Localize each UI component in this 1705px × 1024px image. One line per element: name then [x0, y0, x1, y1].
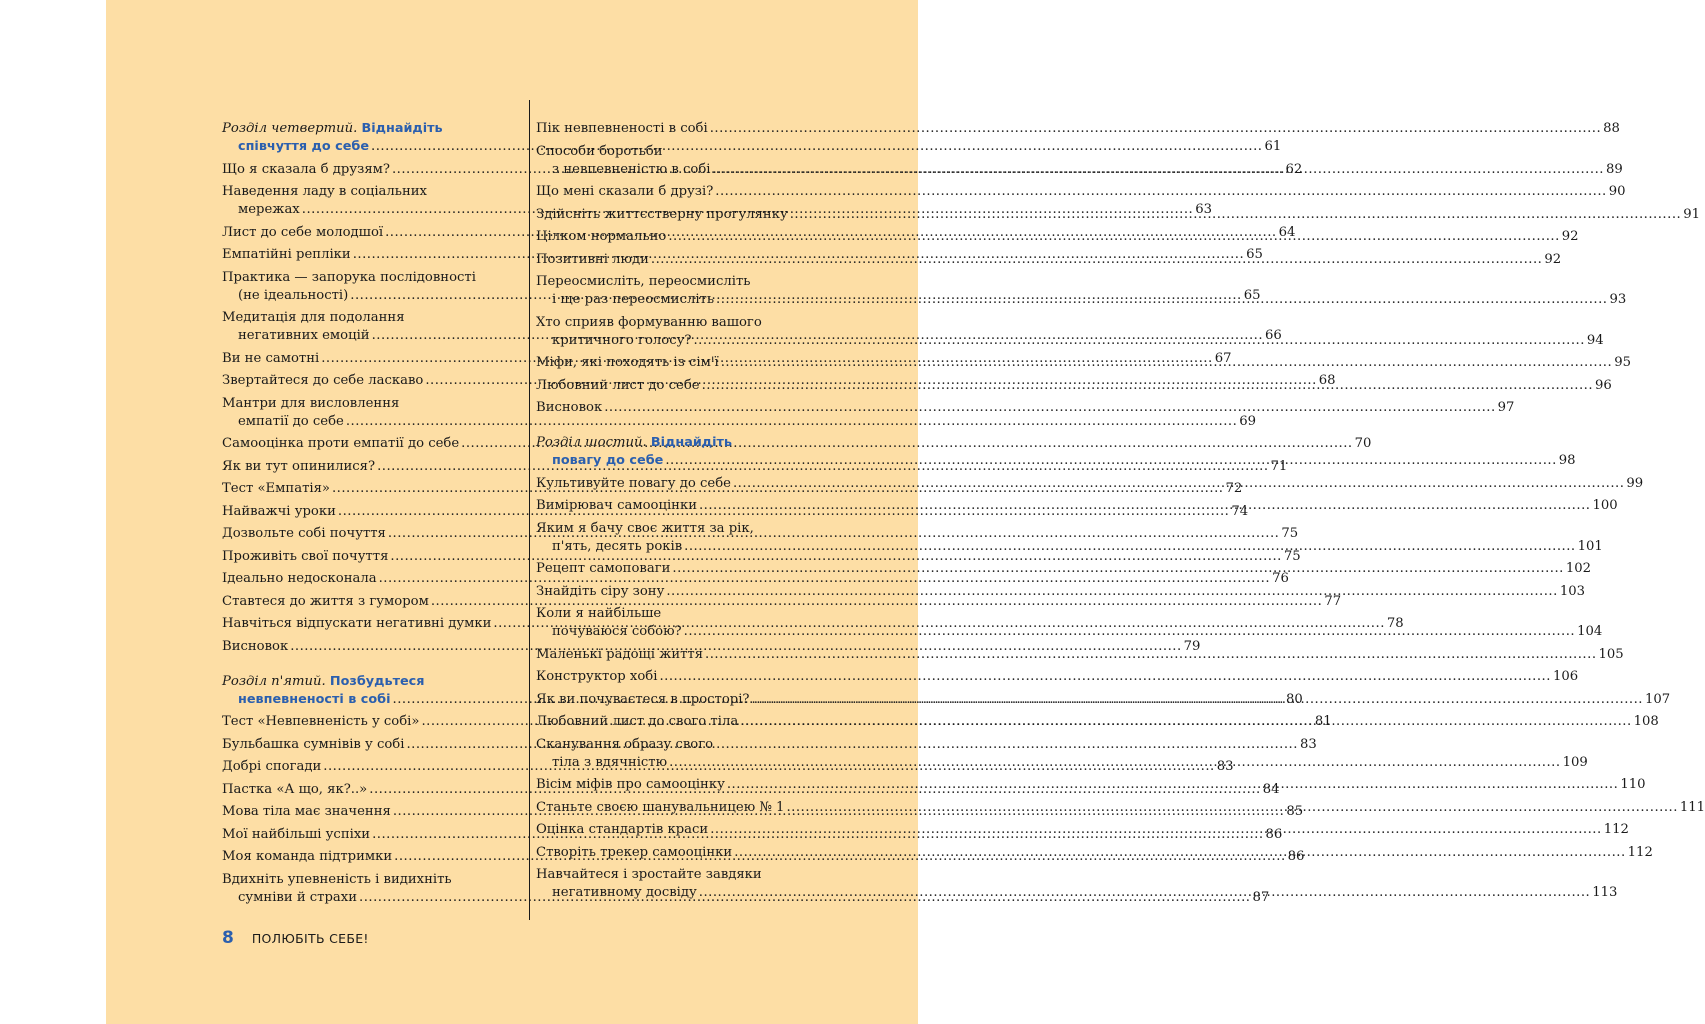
- entry-title: Створіть трекер самооцінки: [536, 844, 733, 860]
- page-ref: 88: [1603, 121, 1620, 136]
- entry-title: критичного голосу?: [552, 332, 692, 348]
- entry-title: Моя команда підтримки: [222, 849, 393, 864]
- page-ref: 70: [1354, 436, 1372, 451]
- page-ref: 92: [1544, 251, 1562, 267]
- entry-title: Культивуйте повагу до себе: [536, 475, 731, 491]
- entry-title: Самооцінка проти емпатії до себе: [222, 436, 460, 451]
- leader-dots: [672, 561, 1563, 576]
- entry-title: п'ять, десять років: [552, 538, 683, 554]
- entry-title: сумніви й страхи: [238, 889, 358, 905]
- entry-title: Ідеально недосконала: [222, 571, 377, 586]
- entry-title: Як ви тут опинилися?: [222, 458, 376, 474]
- entry-title: Тест «Невпевненість у собі»: [222, 714, 420, 729]
- page-ref: 65: [1243, 287, 1261, 303]
- page-ref: 74: [1231, 503, 1249, 519]
- page-ref: 66: [1265, 328, 1282, 343]
- page-ref: 86: [1265, 826, 1283, 842]
- entry-title: Емпатійні репліки: [222, 247, 351, 262]
- page-ref: 89: [1605, 161, 1623, 177]
- page-ref: 64: [1278, 224, 1296, 240]
- entry-title: Переосмисліть, переосмисліть: [536, 274, 751, 289]
- entry-title: Любовний лист до себе: [536, 377, 700, 393]
- leader-dots: [665, 453, 1556, 468]
- entry-title: Медитація для подолання: [222, 310, 405, 325]
- entry-title: Наведення ладу в соціальних: [222, 184, 427, 199]
- toc-entry: [536, 120, 1620, 138]
- page-ref: 92: [1561, 229, 1579, 244]
- chapter-title: невпевненості в собі: [238, 691, 391, 707]
- leader-dots: [693, 333, 1584, 348]
- page-ref: 95: [1614, 355, 1631, 370]
- leader-dots: [371, 139, 1262, 154]
- page-ref: 101: [1577, 538, 1603, 554]
- entry-title: Вимірювач самооцінки: [536, 498, 697, 513]
- leader-dots: [666, 584, 1557, 599]
- leader-dots: [659, 669, 1550, 684]
- page-ref: 98: [1558, 453, 1576, 468]
- leader-dots: [727, 777, 1618, 792]
- page-ref: 110: [1620, 777, 1646, 792]
- page-ref: 68: [1318, 373, 1336, 388]
- entry-title: негативних емоцій: [238, 328, 370, 343]
- page-ref: 81: [1314, 714, 1332, 729]
- entry-title: Мова тіла має значення: [222, 804, 391, 819]
- column-divider: [529, 100, 530, 920]
- toc-entry: [222, 548, 1301, 566]
- entry-title: Найважчі уроки: [222, 503, 336, 519]
- entry-title: Рецепт самоповаги: [536, 561, 671, 576]
- page-ref: 111: [1679, 799, 1705, 815]
- running-title: ПОЛЮБІТЬ СЕБЕ!: [251, 931, 369, 946]
- page-ref: 104: [1577, 624, 1603, 639]
- chapter-label: Розділ четвертий.: [222, 121, 358, 136]
- entry-title: Цілком нормально: [536, 229, 667, 244]
- chapter-label: Розділ шостий.: [536, 435, 647, 450]
- entry-title: Що я сказала б друзям?: [222, 161, 390, 177]
- entry-title: Сканування образу свого: [536, 736, 714, 752]
- page-ref: 112: [1627, 844, 1653, 860]
- leader-dots: [699, 498, 1590, 513]
- leader-dots: [705, 647, 1596, 662]
- page-number: 8: [222, 928, 234, 948]
- page-ref: 61: [1264, 139, 1282, 154]
- toc-entry: [222, 570, 1289, 588]
- page-ref: 69: [1239, 413, 1257, 429]
- page-ref: 83: [1216, 759, 1234, 774]
- entry-title: Висновок: [222, 638, 289, 654]
- leader-dots: [710, 121, 1601, 136]
- leader-dots: [790, 207, 1681, 222]
- entry-title: Що мені сказали б друзі?: [536, 184, 714, 199]
- book-page: [106, 0, 1705, 1024]
- entry-title: Висновок: [536, 400, 603, 415]
- page-ref: 99: [1626, 475, 1644, 491]
- page-ref: 112: [1603, 822, 1629, 837]
- page-footer: [222, 928, 369, 948]
- leader-dots: [721, 355, 1612, 370]
- leader-dots: [734, 845, 1625, 860]
- page-ref: 75: [1281, 526, 1299, 541]
- entry-title: Як ви почуваєтеся в просторі?: [536, 691, 750, 707]
- page-ref: 65: [1246, 247, 1263, 262]
- page-ref: 102: [1565, 561, 1592, 576]
- page-ref: 63: [1195, 202, 1212, 217]
- entry-title: Любовний лист до свого тіла: [536, 714, 739, 729]
- page-ref: 75: [1283, 548, 1301, 564]
- entry-title: Ставтеся до життя з гумором: [222, 593, 429, 609]
- leader-dots: [669, 755, 1560, 770]
- entry-title: Дозвольте собі почуття: [222, 526, 386, 541]
- leader-dots: [740, 714, 1631, 729]
- entry-title: Здійсніть життєстверну прогулянку: [536, 206, 788, 222]
- toc-entry: [536, 399, 1515, 417]
- entry-title: Тест «Емпатія»: [222, 481, 330, 496]
- entry-title: мережах: [238, 202, 300, 217]
- entry-title: Конструктор хобі: [536, 669, 658, 684]
- entry-title: Хто сприяв формуванню вашого: [536, 314, 762, 330]
- page-ref: 108: [1633, 714, 1659, 729]
- entry-title: Маленькі радощі життя: [536, 646, 704, 662]
- entry-title: Навчіться відпускати негативні думки: [222, 616, 492, 631]
- page-ref: 109: [1562, 754, 1588, 770]
- entry-title: (не ідеальності): [238, 287, 349, 303]
- page-ref: 86: [1287, 849, 1305, 864]
- page-ref: 91: [1683, 206, 1700, 222]
- entry-title: почуваюся собою?: [552, 624, 682, 639]
- entry-title: і ще раз переосмисліть: [552, 292, 715, 307]
- entry-title: Практика — запорука послідовності: [222, 269, 476, 285]
- entry-title: Добрі спогади: [222, 759, 322, 774]
- toc-entry: [222, 593, 1342, 611]
- entry-title: негативному досвіду: [552, 885, 697, 900]
- page-ref: 83: [1299, 736, 1317, 752]
- entry-title: Мої найбільші успіхи: [222, 826, 371, 842]
- entry-title: Позитивні люди: [536, 251, 649, 267]
- leader-dots: [786, 800, 1677, 815]
- page-ref: 72: [1225, 481, 1243, 496]
- page-ref: 78: [1386, 616, 1404, 631]
- leader-dots: [684, 624, 1575, 639]
- entry-title: Коли я найбільше: [536, 606, 662, 621]
- entry-title: Знайдіть сіру зону: [536, 583, 665, 599]
- leader-dots: [699, 885, 1590, 900]
- leader-dots: [710, 822, 1601, 837]
- page-ref: 94: [1586, 332, 1604, 348]
- entry-title: Ви не самотні: [222, 350, 320, 366]
- leader-dots: [668, 229, 1559, 244]
- page-ref: 85: [1286, 804, 1304, 819]
- page-ref: 84: [1262, 781, 1280, 797]
- entry-title: Вісім міфів про самооцінку: [536, 777, 725, 792]
- page-ref: 100: [1592, 498, 1618, 513]
- page-ref: 80: [1285, 691, 1303, 707]
- page-ref: 106: [1552, 669, 1579, 684]
- leader-dots: [604, 400, 1495, 415]
- page-ref: 79: [1183, 638, 1201, 654]
- page-ref: 67: [1214, 350, 1232, 366]
- page-ref: 113: [1592, 885, 1618, 900]
- leader-dots: [712, 162, 1603, 177]
- entry-title: Мантри для висловлення: [222, 395, 400, 411]
- page-ref: 93: [1609, 292, 1627, 307]
- page-ref: 62: [1285, 161, 1303, 177]
- leader-dots: [702, 378, 1593, 393]
- page-ref: 77: [1324, 593, 1342, 609]
- page-ref: 97: [1497, 400, 1515, 415]
- entry-title: Міфи, які походять із сім'ї: [536, 355, 719, 370]
- toc-entry: [536, 668, 1579, 686]
- page-ref: 105: [1598, 646, 1624, 662]
- entry-title: Вдихніть упевненість і видихніть: [222, 871, 452, 887]
- leader-dots: [716, 292, 1607, 307]
- leader-dots: [651, 252, 1542, 267]
- chapter-title: повагу до себе: [552, 453, 664, 468]
- entry-title: Звертайтеся до себе ласкаво: [222, 373, 424, 388]
- entry-title: емпатії до себе: [238, 413, 344, 429]
- entry-title: Навчайтеся і зростайте завдяки: [536, 867, 762, 882]
- entry-title: Оцінка стандартів краси: [536, 822, 709, 837]
- chapter-title: Віднайдіть: [650, 435, 733, 450]
- page-ref: 90: [1608, 184, 1626, 199]
- page-ref: 71: [1270, 458, 1288, 474]
- entry-title: Пік невпевненості в собі: [536, 121, 708, 136]
- entry-title: Станьте своєю шанувальницею № 1: [536, 799, 785, 815]
- entry-title: Пастка «А що, як?..»: [222, 781, 368, 797]
- entry-title: тіла з вдячністю: [552, 754, 668, 770]
- entry-title: з невпевненістю в собі: [552, 161, 711, 177]
- page-ref: 107: [1644, 691, 1671, 707]
- leader-dots: [684, 539, 1575, 554]
- entry-title: Яким я бачу своє життя за рік,: [536, 520, 754, 536]
- leader-dots: [715, 184, 1606, 199]
- entry-title: Бульбашка сумнівів у собі: [222, 736, 405, 752]
- chapter-title: Позбудьтеся: [329, 673, 425, 689]
- toc-entry: [536, 560, 1592, 578]
- chapter-title: Віднайдіть: [361, 121, 443, 136]
- chapter-label: Розділ п'ятий.: [222, 673, 326, 689]
- toc-entry: [536, 183, 1626, 201]
- page-ref: 103: [1559, 583, 1585, 599]
- chapter-title: співчуття до себе: [238, 139, 370, 154]
- page-ref: 87: [1252, 889, 1270, 905]
- leader-dots: [752, 692, 1643, 707]
- leader-dots: [733, 476, 1624, 491]
- entry-title: Лист до себе молодшої: [222, 224, 384, 240]
- page-ref: 76: [1272, 571, 1289, 586]
- entry-title: Способи боротьби: [536, 143, 663, 159]
- page-ref: 96: [1595, 377, 1612, 393]
- entry-title: Проживіть свої почуття: [222, 548, 389, 564]
